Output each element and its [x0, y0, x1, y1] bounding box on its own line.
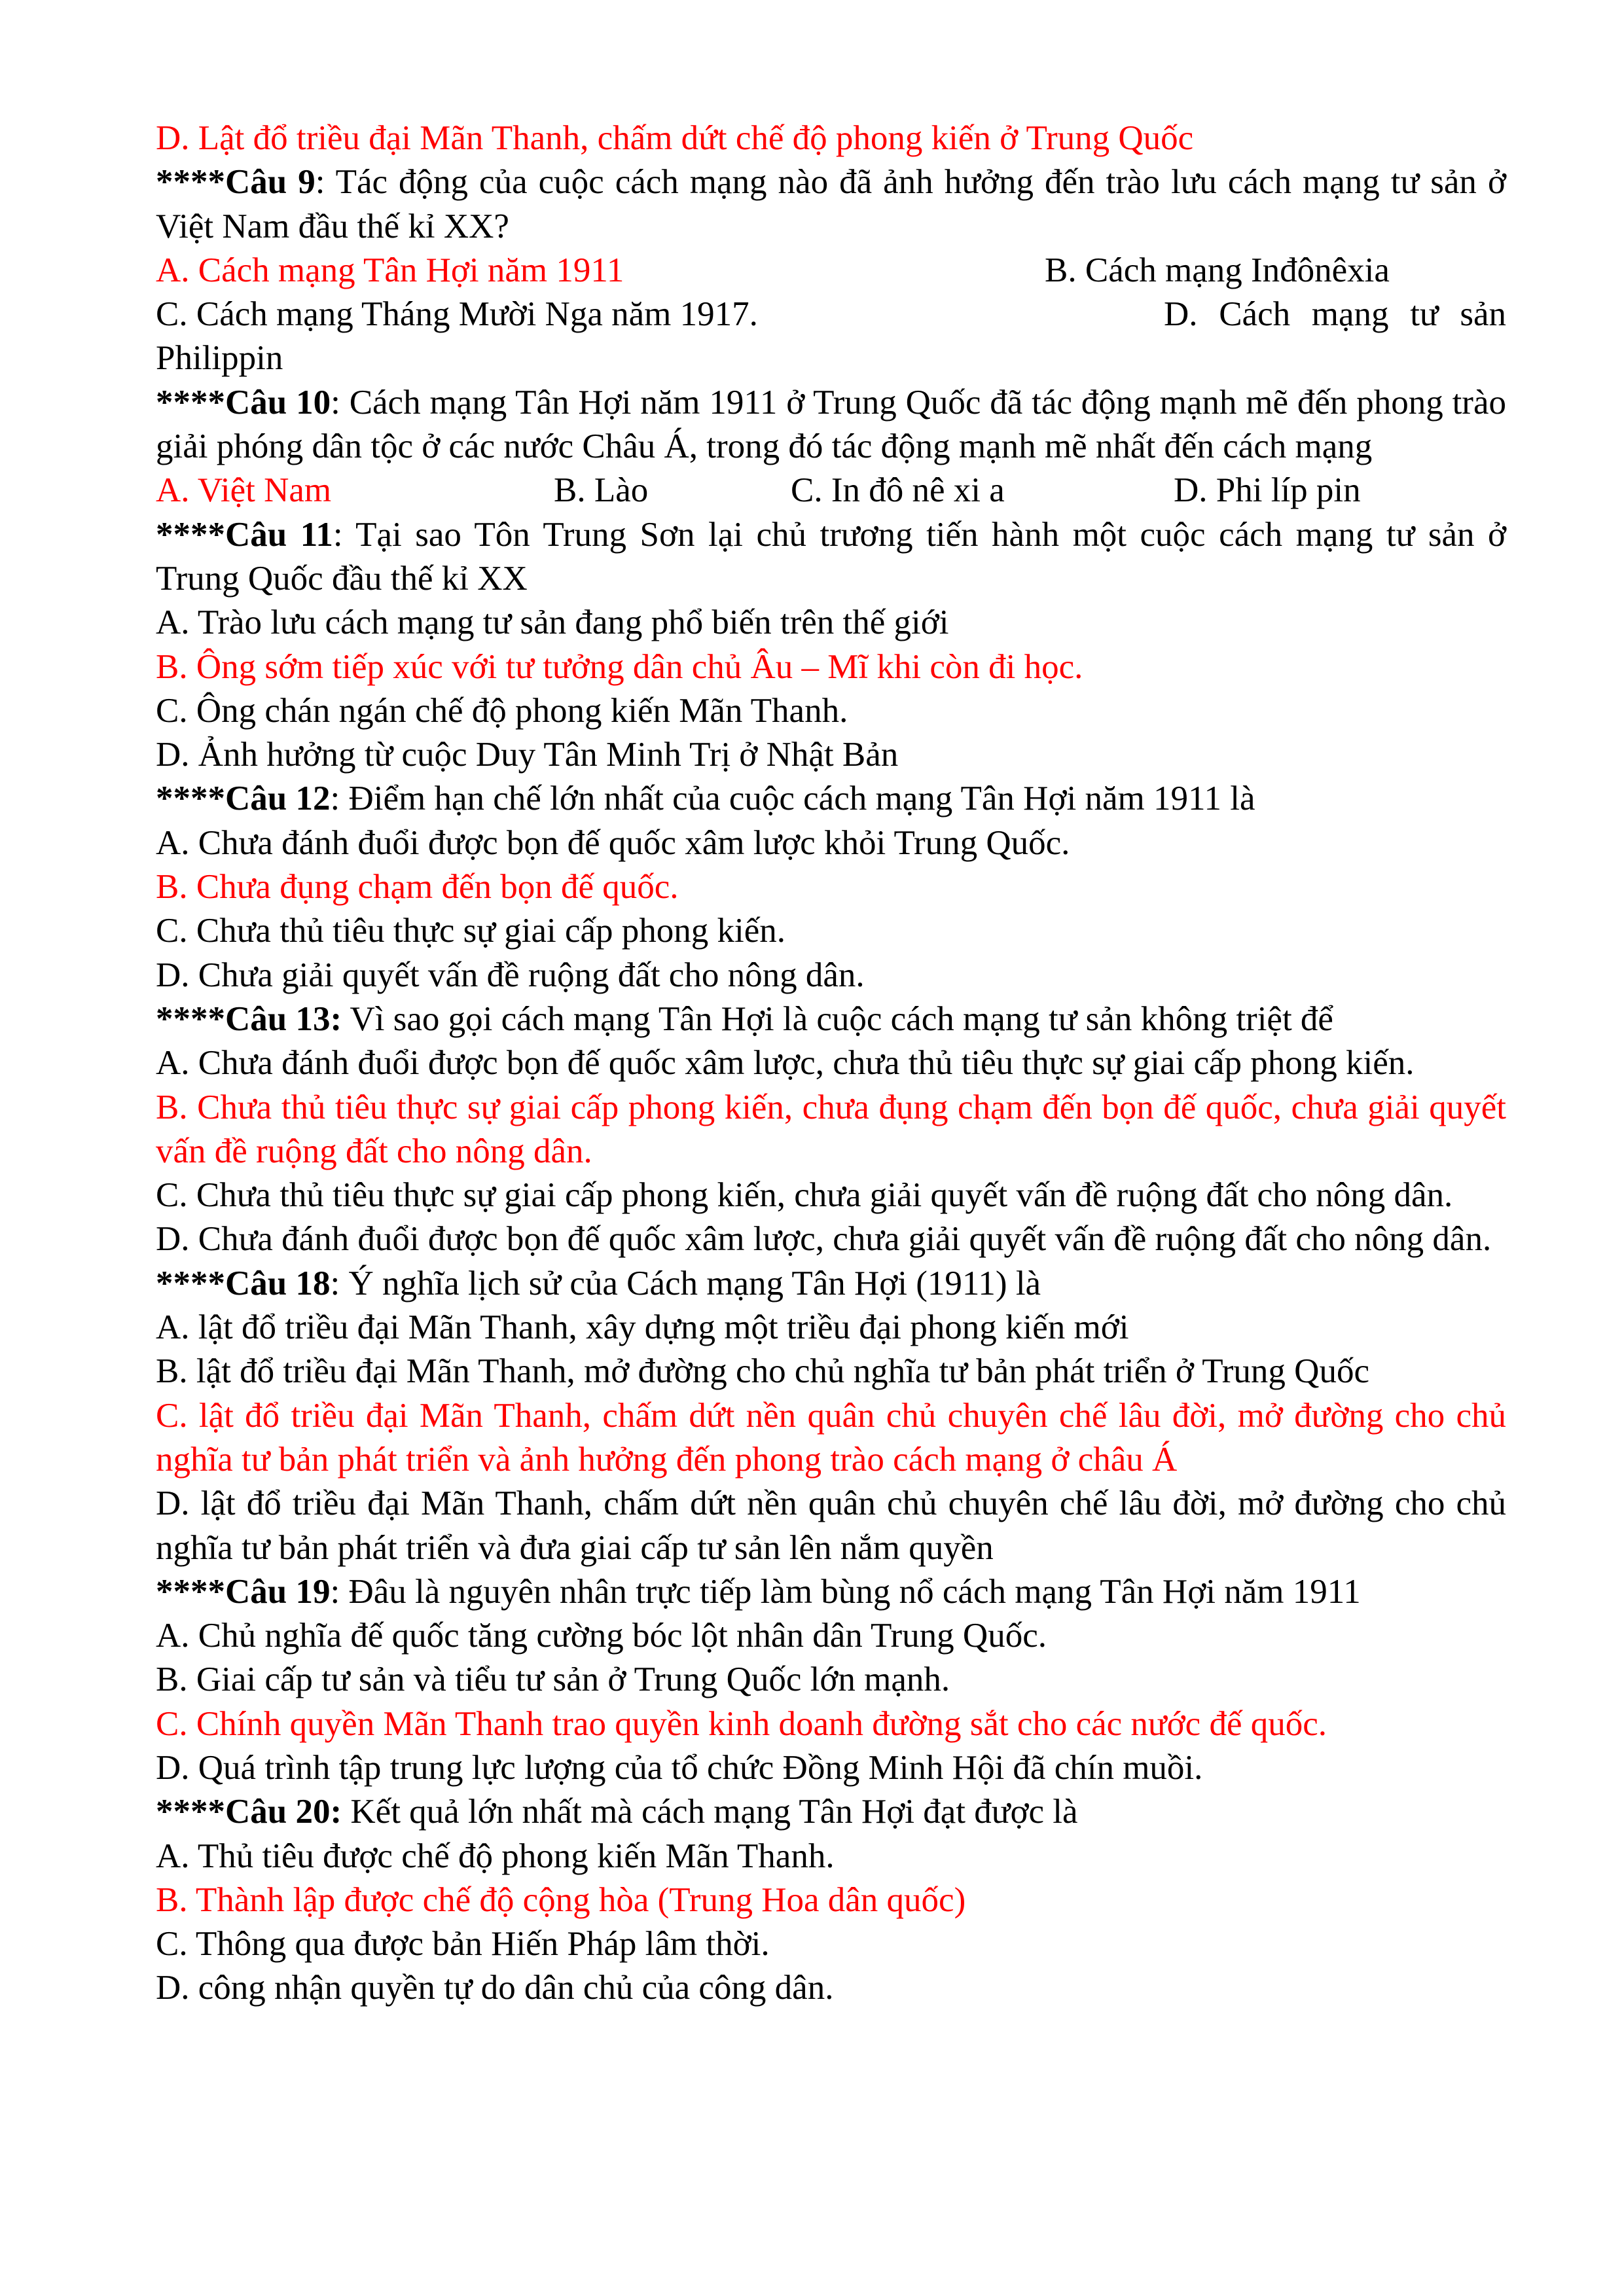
question-number: ****Câu 12 — [156, 780, 331, 818]
question-text: : Đâu là nguyên nhân trực tiếp làm bùng nổ cách mạng Tân Hợi năm 1911 — [330, 1572, 1361, 1611]
option-d: D. công nhận quyền tự do dân chủ của công dân. — [156, 1969, 834, 2007]
question-13 — [156, 997, 1506, 1041]
option-a: A. Trào lưu cách mạng tư sản đang phổ biến trên thế giới — [156, 603, 949, 642]
option-d: D. Phi líp pin — [1174, 471, 1361, 510]
question-text: Kết quả lớn nhất mà cách mạng Tân Hợi đạt được là — [342, 1793, 1078, 1831]
question-number: ****Câu 20: — [156, 1793, 342, 1831]
option-c: C. Ông chán ngán chế độ phong kiến Mãn Thanh. — [156, 691, 848, 730]
option-d: D. Ảnh hưởng từ cuộc Duy Tân Minh Trị ở Nhật Bản — [156, 736, 899, 774]
option-a: A. Cách mạng Tân Hợi năm 1911 — [156, 251, 624, 289]
option-d: D. Chưa đánh đuổi được bọn đế quốc xâm lược, chưa giải quyết vấn đề ruộng đất cho nông dân. — [156, 1220, 1492, 1259]
option-b: B. Ông sớm tiếp xúc với tư tưởng dân chủ Âu – Mĩ khi còn đi học. — [156, 647, 1083, 686]
question-number: ****Câu 11 — [156, 515, 333, 554]
option-a: A. Chưa đánh đuổi được bọn đế quốc xâm lược, chưa thủ tiêu thực sự giai cấp phong kiến. — [156, 1044, 1415, 1083]
question-20 — [156, 1790, 1506, 1834]
question-number: ****Câu 10 — [156, 383, 331, 422]
question-number: ****Câu 9 — [156, 163, 316, 202]
option-c: C. Chưa thủ tiêu thực sự giai cấp phong kiến. — [156, 912, 785, 950]
option-b: B. Thành lập được chế độ cộng hòa (Trung Hoa dân quốc) — [156, 1880, 966, 1919]
option-c: C. Chính quyền Mãn Thanh trao quyền kinh doanh đường sắt cho các nước đế quốc. — [156, 1704, 1327, 1743]
option-b: B. Giai cấp tư sản và tiểu tư sản ở Trung Quốc lớn mạnh. — [156, 1660, 950, 1699]
option-c: C. Thông qua được bản Hiến Pháp lâm thời. — [156, 1925, 770, 1964]
option-c: C. Chưa thủ tiêu thực sự giai cấp phong kiến, chưa giải quyết vấn đề ruộng đất cho nông dân. — [156, 1176, 1453, 1215]
question-12 — [156, 777, 1506, 821]
option-b: B. lật đổ triều đại Mãn Thanh, mở đường cho chủ nghĩa tư bản phát triển ở Trung Quốc — [156, 1352, 1369, 1391]
option-c: C. Cách mạng Tháng Mười Nga năm 1917. — [156, 295, 758, 334]
question-11 — [156, 513, 1506, 601]
option-b: B. Cách mạng Inđônêxia — [1045, 251, 1390, 289]
question-18 — [156, 1262, 1506, 1306]
answer-line: D. Lật đổ triều đại Mãn Thanh, chấm dứt chế độ phong kiến ở Trung Quốc — [156, 119, 1194, 157]
option-d: D. Quá trình tập trung lực lượng của tổ chức Đồng Minh Hội đã chín muồi. — [156, 1748, 1203, 1787]
option-d-continued: Philippin — [156, 339, 283, 378]
options-row — [156, 249, 1506, 293]
option-a: A. Thủ tiêu được chế độ phong kiến Mãn Thanh. — [156, 1837, 835, 1875]
option-c: C. lật đổ triều đại Mãn Thanh, chấm dứt nền quân chủ chuyên chế lâu đời, mở đường cho chủ nghĩa tư bản phát triển và ảnh hưởng đến phong trào cách mạng ở châu Á — [156, 1396, 1506, 1479]
question-number: ****Câu 18 — [156, 1264, 331, 1302]
question-19 — [156, 1570, 1506, 1614]
question-number: ****Câu 13: — [156, 999, 342, 1038]
option-c: C. In đô nê xi a — [791, 471, 1005, 510]
option-b: B. Chưa thủ tiêu thực sự giai cấp phong kiến, chưa đụng chạm đến bọn đế quốc, chưa giải quyết vấn đề ruộng đất cho nông dân. — [156, 1088, 1506, 1170]
option-d: D. Chưa giải quyết vấn đề ruộng đất cho nông dân. — [156, 956, 865, 994]
question-text: : Điểm hạn chế lớn nhất của cuộc cách mạng Tân Hợi năm 1911 là — [330, 780, 1255, 818]
options-row — [156, 469, 1506, 512]
option-b: B. Chưa đụng chạm đến bọn đế quốc. — [156, 868, 679, 906]
question-text: : Cách mạng Tân Hợi năm 1911 ở Trung Quốc đã tác động mạnh mẽ đến phong trào giải phóng dân tộc ở các nước Châu Á, trong đó tác động mạnh mẽ nhất đến cách mạng — [156, 383, 1506, 466]
option-a: A. Chủ nghĩa đế quốc tăng cường bóc lột nhân dân Trung Quốc. — [156, 1617, 1047, 1655]
options-row — [156, 293, 1506, 336]
option-d-part: D. Cách mạng tư sản — [1164, 295, 1506, 334]
question-text: Vì sao gọi cách mạng Tân Hợi là cuộc cách mạng tư sản không triệt để — [342, 999, 1333, 1038]
question-text: : Tác động của cuộc cách mạng nào đã ảnh hưởng đến trào lưu cách mạng tư sản ở Việt Nam đầu thế kỉ XX? — [156, 163, 1506, 245]
question-number: ****Câu 19 — [156, 1572, 331, 1611]
option-a: A. lật đổ triều đại Mãn Thanh, xây dựng một triều đại phong kiến mới — [156, 1308, 1129, 1347]
option-b: B. Lào — [554, 471, 649, 510]
question-9 — [156, 160, 1506, 249]
option-a: A. Việt Nam — [156, 471, 332, 510]
option-a: A. Chưa đánh đuổi được bọn đế quốc xâm lược khỏi Trung Quốc. — [156, 823, 1070, 862]
question-text: : Tại sao Tôn Trung Sơn lại chủ trương tiến hành một cuộc cách mạng tư sản ở Trung Quốc đầu thế kỉ XX — [156, 515, 1507, 598]
option-d: D. lật đổ triều đại Mãn Thanh, chấm dứt nền quân chủ chuyên chế lâu đời, mở đường cho chủ nghĩa tư bản phát triển và đưa giai cấp tư sản lên nắm quyền — [156, 1484, 1506, 1567]
question-10 — [156, 381, 1506, 469]
question-text: : Ý nghĩa lịch sử của Cách mạng Tân Hợi (1911) là — [330, 1264, 1041, 1302]
